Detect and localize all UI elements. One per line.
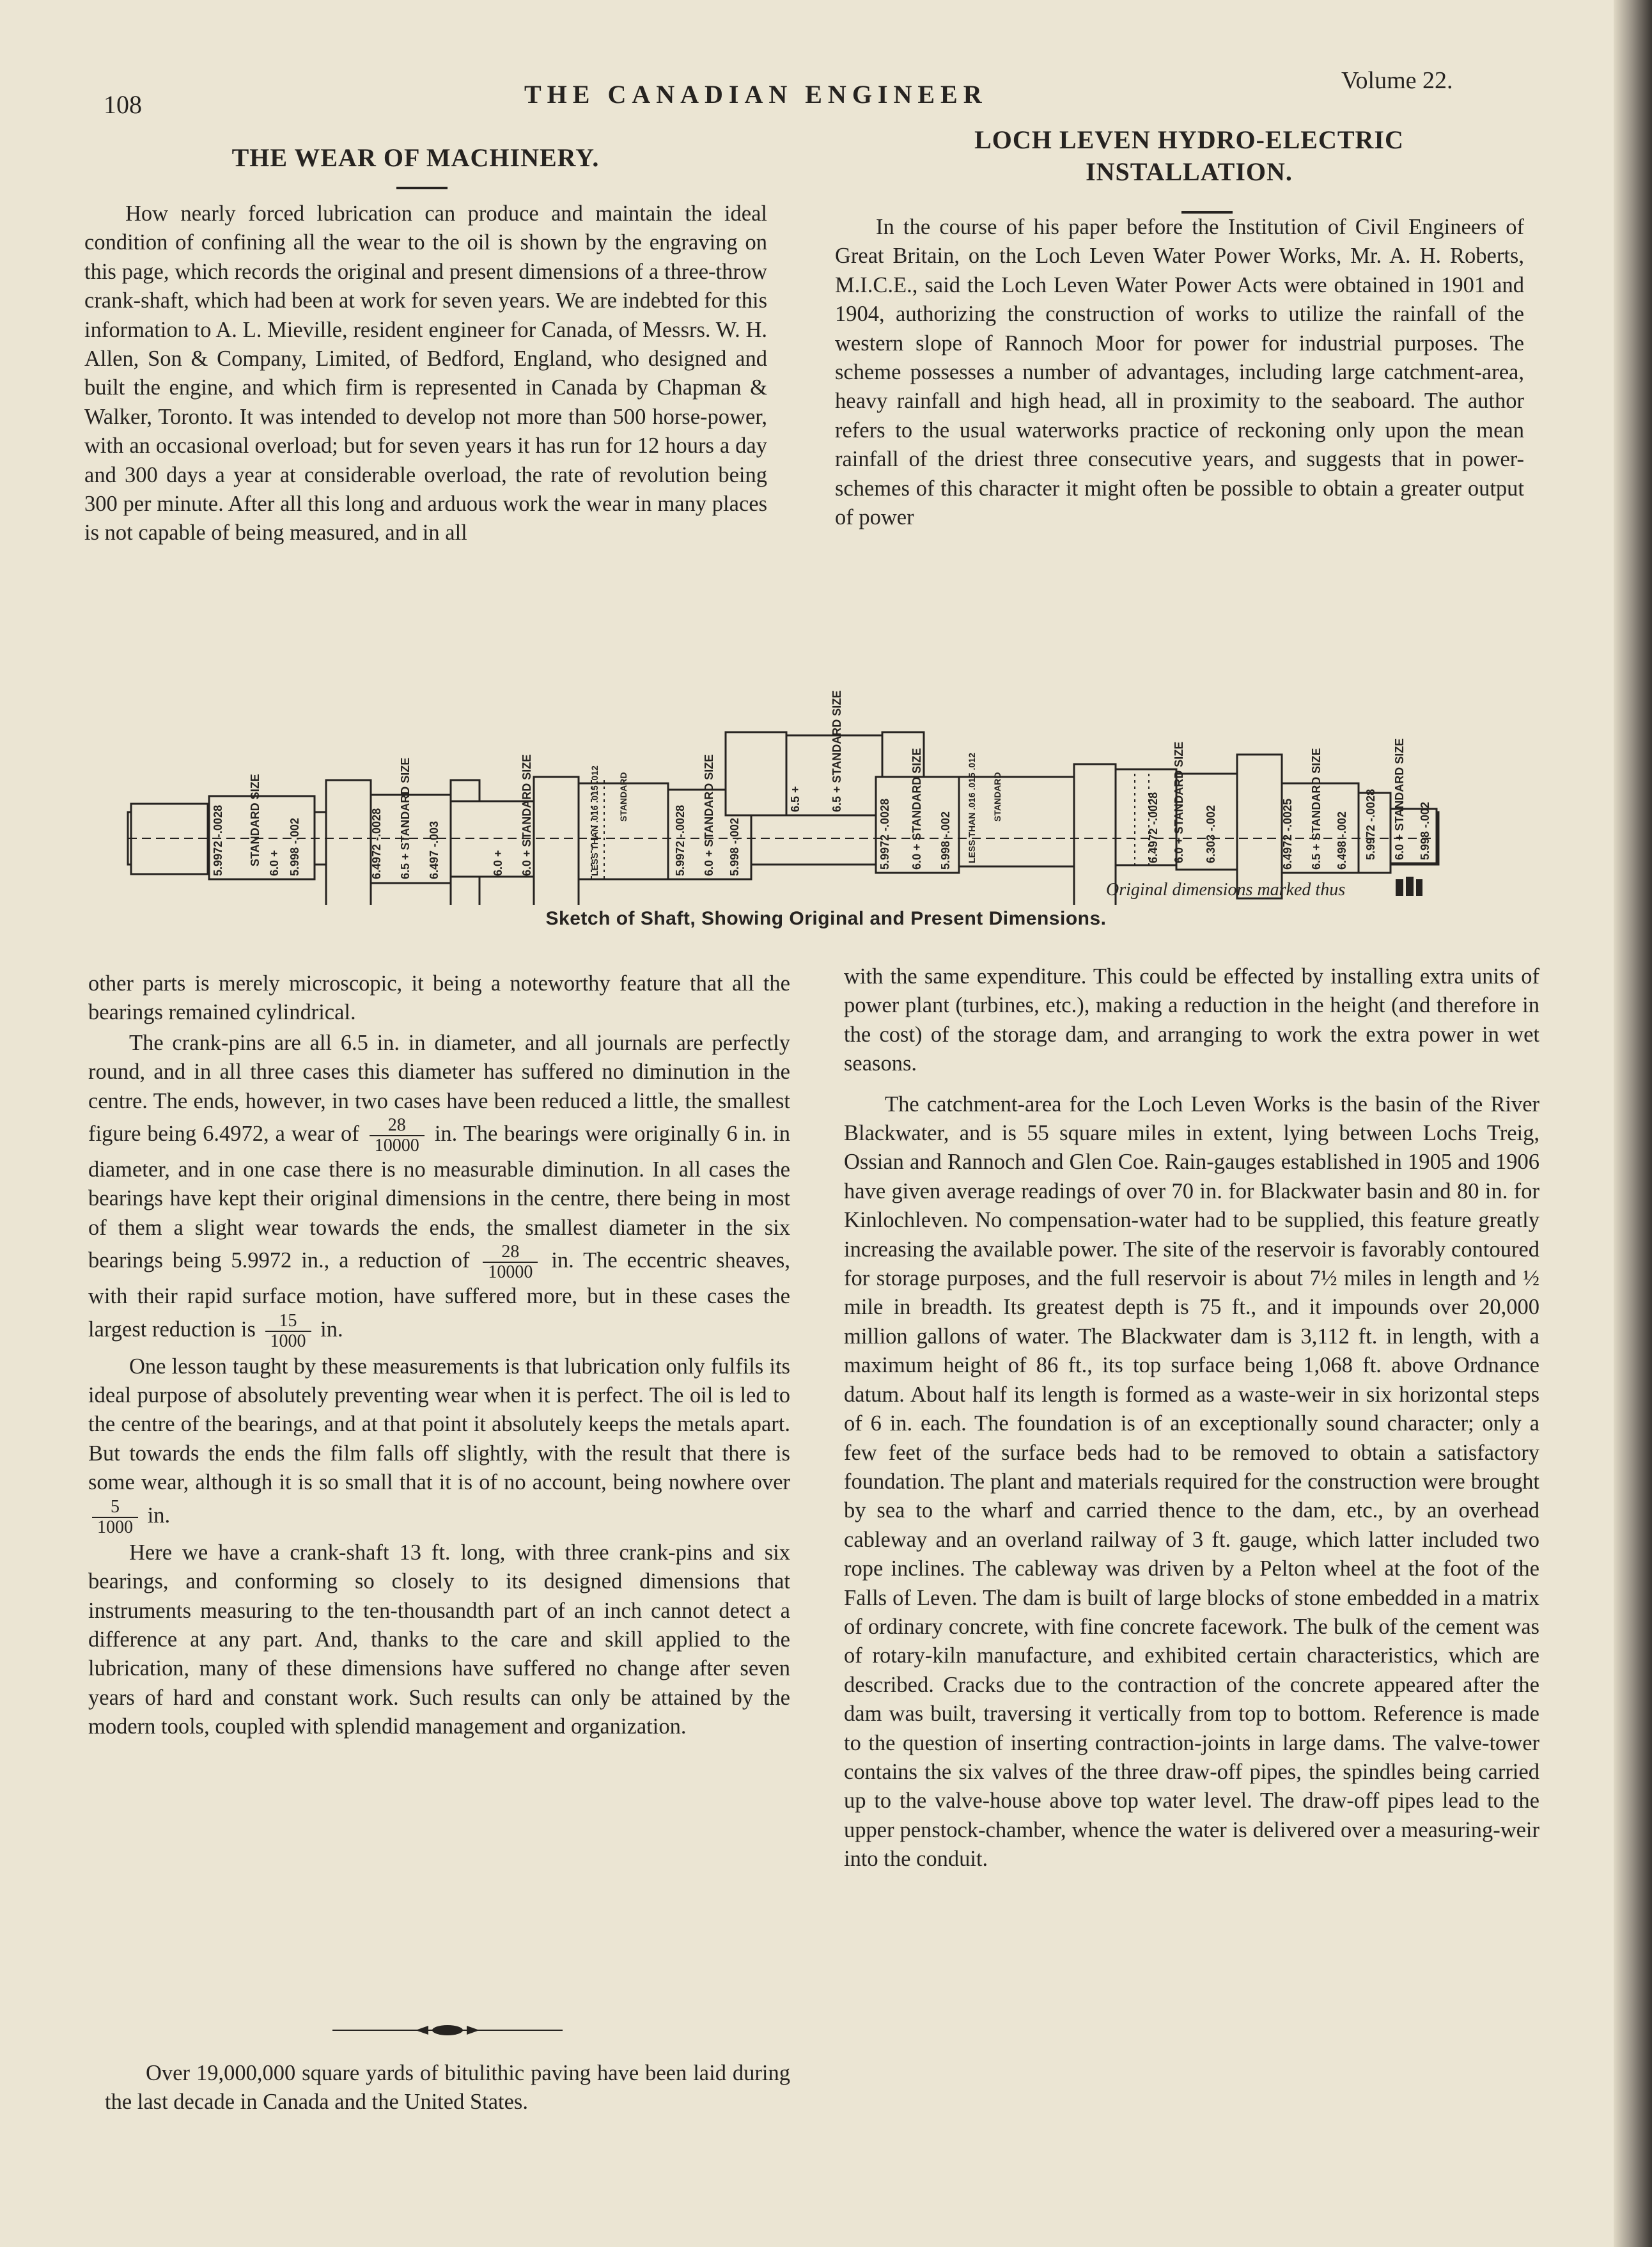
filler-paragraph: Over 19,000,000 square yards of bitulithic paving have been laid during the last decade in Canada and the United States. [105, 2061, 790, 2115]
article2-paragraph: The catchment-area for the Loch Leven Works is the basin of the River Blackwater, and is 55 square miles in extent, lying between Lochs Treig, Ossian and Rannoch and Glen Coe. Rain-gauges established in 1905 and 1906 have given average readings of over 70 in. for Blackwater basin and 80 in. for Kinlochleven. No compensation-water had to be supplied, this feature greatly increasing the available power. The site of the reservoir is favorably contoured for storage purposes, and the full reservoir is about 7½ miles in length and ½ mile in breadth. Its greatest depth is 75 ft., and it impounds over 20,000 million gallons of water. The Blackwater dam is 3,112 ft. in length, with a maximum height of 86 ft., its top surface being 1,068 ft. above Ordnance datum. About half its length is formed as a waste-weir in six horizontal steps of 6 in. each. The foundation is of an exceptionally sound character; only a few feet of the surface beds had to be removed to obtain a satisfactory foundation. The plant and materials required for the construction were brought by sea to the wharf and carried thence to the dam, etc., by an overhead cableway and an overland railway of 3 ft. gauge, which latter included two rope inclines. The cableway was driven by a Pelton wheel at the foot of the Falls of Leven. The dam is built of large blocks of stone embedded in a matrix of ordinary concrete, with fine concrete facework. The bulk of the cement was of rotary-kiln manufacture, and exhibited certain characteristics, which are described. Cracks due to the contraction of the concrete appeared after the dam was built, traversing it vertically from top to bottom. Reference is made to the question of inserting contraction-joints in large dams. The valve-tower contains the six valves of the three draw-off pipes, the spindles being carried up to the valve-house above top water level. The draw-off pipes lead to the upper penstock-chamber, whence the water is delivered over a measuring-weir into the conduit. [844, 1092, 1539, 1872]
article1-paragraph: Here we have a crank-shaft 13 ft. long, with three crank-pins and six bearings, and conforming so closely to its designed dimensions that instruments measuring to the ten-thousandth part of an inch cannot detect a difference at any part. And, thanks to the care and skill applied to the lubrication, many of these dimensions have suffered no change after seven years of hard and constant work. Such results can only be attained by the modern tools, coupled with splendid management and organization. [88, 1540, 790, 1739]
title-rule-left [396, 187, 448, 189]
crank-web-3 [726, 732, 786, 815]
dim-label: STANDARD [618, 772, 628, 822]
fraction [92, 1498, 138, 1537]
article2-paragraph: with the same expenditure. This could be effected by installing extra units of power plant (turbines, etc.), making a reduction in the height (and therefore in the cost) of the storage dam, and arranging to work the extra power in wet seasons. [844, 964, 1539, 1076]
article1-column-bottom [88, 969, 790, 1742]
text-run: One lesson taught by these measurements is that lubrication only fulfils its ideal purpose of absolutely preventing wear when it is perfect. The oil is led to the centre of the bearings, and at that point it absolutely keeps the metals apart. But towards the ends the film falls off slightly, with the result that there is some wear, although it is so small that it is of no account, being nowhere over [88, 1354, 790, 1495]
fraction-numerator: 28 [370, 1116, 425, 1136]
article2-title-line1: LOCH LEVEN HYDRO-ELECTRIC [974, 125, 1404, 154]
article1-paragraph: How nearly forced lubrication can produce and maintain the ideal condition of confining all the wear to the oil is shown by the engraving on this page, which records the original and present dimensions of a three-throw crank-shaft, which had been at work for seven years. We are indebted for this information to A. L. Mieville, resident engineer for Canada, of Messrs. W. H. Allen, Son & Company, Limited, of Bedford, England, who designed and built the engine, and which firm is represented in Canada by Chapman & Walker, Toronto. It was intended to develop not more than 500 horse-power, with an occasional overload; but for seven years it has run for 12 hours a day and 300 days a year at considerable overload, the rate of revolution being 300 per minute. After all this long and arduous work the wear in many places is not capable of being measured, and in all [84, 201, 767, 545]
article1-paragraph [88, 1029, 790, 1351]
eccentric-3 [1116, 769, 1176, 865]
dim-label: 6.0 + [268, 850, 281, 876]
dim-label: 6.303 -.002 [1204, 804, 1217, 863]
fraction [265, 1311, 311, 1351]
filler-note [105, 2059, 790, 2117]
dim-label: 5.998 -.002 [288, 817, 301, 876]
fraction [370, 1116, 425, 1155]
sheave-1 [534, 777, 579, 905]
crank-web-1 [326, 780, 371, 905]
dim-label: 6.0 + STANDARD SIZE [1173, 741, 1185, 863]
dim-label: 5.9972 -.0028 [878, 798, 891, 870]
fraction-numerator: 5 [92, 1498, 138, 1518]
fraction-denominator: 10000 [488, 1262, 533, 1283]
fraction-denominator: 1000 [270, 1331, 306, 1351]
article1-paragraph [88, 1352, 790, 1537]
ornament-divider [332, 2021, 563, 2040]
fraction-numerator: 28 [483, 1242, 538, 1263]
legend-note: Original dimensions marked thus [1106, 880, 1346, 900]
text-run: in. The eccentric sheaves, with their rapid surface motion, have suffered more, but in these cases the largest reduction is [88, 1248, 790, 1342]
article1-paragraph: other parts is merely microscopic, it being a noteworthy feature that all the bearings remained cylindrical. [88, 971, 790, 1025]
article2-paragraph: In the course of his paper before the Institution of Civil Engineers of Great Britain, on the Loch Leven Water Power Works, Mr. A. H. Roberts, M.I.C.E., said the Loch Leven Water Power Acts were obtained in 1901 and 1904, authorizing the construction of works to utilize the rainfall of the western slope of Rannoch Moor for power for industrial purposes. The scheme possesses a number of advantages, including large catchment-area, heavy rainfall and high head, all in proximity to the seaboard. The author refers to the usual waterworks practice of reckoning only upon the mean rainfall of the driest three consecutive years, and suggests that in power-schemes of this character it might often be possible to obtain a greater output of power [835, 215, 1524, 530]
dim-label: 5.998 -.002 [1419, 801, 1431, 860]
dim-label: LESS THAN .016 .015 .012 [967, 753, 977, 863]
legend-mark-icon [1396, 877, 1422, 896]
dim-label: 6.5 + [789, 786, 802, 812]
dim-label: 6.4972 -.0028 [1147, 792, 1160, 863]
dim-label: 6.0 + STANDARD SIZE [910, 748, 923, 870]
article2-column-bottom [844, 962, 1539, 1874]
shaft-sketch-svg [118, 655, 1467, 905]
dim-label: 5.998 -.002 [728, 817, 741, 876]
text-run: The crank-pins are all 6.5 in. in diameter, and all journals are perfectly round, and in all three cases this diameter has suffered no diminution in the centre. The ends, however, in two cases have been reduced a little, the smallest figure being 6.4972, a wear of [88, 1030, 790, 1146]
article2-column-top [835, 213, 1524, 532]
dim-label: 6.5 + STANDARD SIZE [399, 757, 412, 879]
dim-label: 6.0 + STANDARD SIZE [1393, 738, 1406, 860]
fraction-denominator: 1000 [97, 1517, 133, 1537]
dim-label: 5.9972 -.0028 [1364, 788, 1377, 860]
fraction-numerator: 15 [265, 1311, 311, 1332]
text-run: in. The bearings were originally 6 in. in diameter, and in one case there is no measurable diminution. In all cases the bearings have kept their original dimensions in the centre, there being in most of them a slight wear towards the ends, the smallest diameter in the six bearings being 5.9972 in., a reduction of [88, 1121, 791, 1273]
figure-caption: Sketch of Shaft, Showing Original and Present Dimensions. [545, 908, 1107, 929]
running-head: THE CANADIAN ENGINEER [524, 80, 988, 109]
article2-title-line2: INSTALLATION. [1086, 157, 1293, 186]
dim-label: LESS THAN .016 .015 .012 [589, 765, 600, 876]
article1-column-top [84, 200, 767, 548]
dim-label: 6.5 + STANDARD SIZE [1310, 748, 1323, 870]
text-run: in. [147, 1503, 171, 1528]
article2-title [882, 124, 1496, 188]
dim-label: 6.498 -.002 [1336, 811, 1348, 870]
dim-label: 6.4972 -.0025 [1281, 798, 1294, 870]
dim-label: 5.998 -.002 [939, 811, 952, 870]
dim-label: 6.0 + STANDARD SIZE [520, 754, 533, 876]
fraction-denominator: 10000 [374, 1136, 419, 1156]
volume-label: Volume 22. [1341, 67, 1453, 94]
dim-label: 6.0 + STANDARD SIZE [703, 754, 715, 876]
dim-label: 6.497 -.003 [428, 820, 440, 879]
page-edge-shadow [1614, 0, 1652, 2247]
dim-label: STANDARD [992, 772, 1002, 822]
dim-label: 5.9972 -.0028 [212, 804, 224, 876]
dim-label: 5.9972 -.0028 [674, 804, 687, 876]
article1-title: THE WEAR OF MACHINERY. [231, 143, 600, 172]
dim-label: STANDARD SIZE [249, 774, 261, 866]
crank-web-5 [1237, 755, 1282, 898]
page-number: 108 [104, 90, 142, 119]
shaft-sketch-figure [118, 655, 1467, 905]
dim-label: 6.0 + [492, 850, 504, 876]
fraction [483, 1242, 538, 1282]
dim-label: 6.4972 -.0028 [370, 808, 383, 879]
dim-label: 6.5 + STANDARD SIZE [830, 690, 843, 812]
text-run: in. [320, 1317, 343, 1342]
